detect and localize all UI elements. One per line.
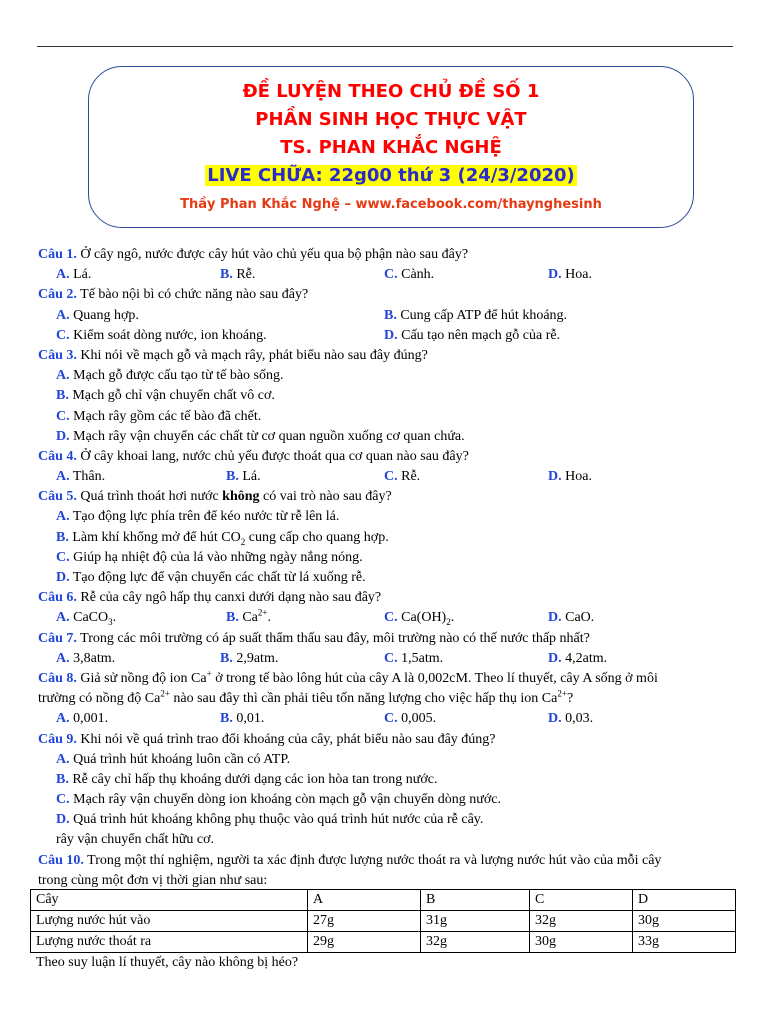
- option-a: A. 3,8atm.: [56, 650, 116, 666]
- option-c: C. Mạch rây vận chuyển dòng ion khoáng còn mạch gỗ vận chuyển dòng nước.: [56, 792, 501, 808]
- option-c: C. Rễ.: [384, 469, 421, 485]
- question-8-cont: trường có nồng độ $Ca^{2+}$ nào sau đây thì cần phải tiêu tốn năng lượng cho việc hấp thụ ion $Ca^{2+}$?: [38, 688, 574, 707]
- options-4: [38, 467, 738, 487]
- option-c: C. Kiểm soát dòng nước, ion khoáng.: [56, 327, 267, 343]
- question-text: Rễ của cây ngô hấp thụ canxi dưới dạng nào sau đây?: [76, 590, 382, 606]
- option-a: A. Quang hợp.: [56, 307, 139, 323]
- table-cell: 32g: [421, 932, 530, 953]
- header-title: ĐỀ LUYỆN THEO CHỦ ĐỀ SỐ 1: [242, 81, 540, 102]
- option-a: A. Thân.: [56, 469, 106, 485]
- header-contact: Thầy Phan Khắc Nghệ – www.facebook.com/thaynghesinh: [180, 197, 602, 212]
- top-rule: [37, 46, 733, 47]
- table-row: [31, 911, 736, 932]
- question-number: Câu 3.: [38, 347, 77, 363]
- question-number: Câu 9.: [38, 731, 77, 747]
- question-text: Khi nói về quá trình trao đổi khoáng của cây, phát biểu nào sau đây đúng?: [76, 731, 496, 747]
- option-d: D. Tạo động lực để vận chuyển các chất từ lá xuống rễ.: [56, 570, 366, 585]
- option-a: A. Tạo động lực phía trên để kéo nước từ rễ lên lá.: [56, 509, 340, 525]
- question-3: [38, 346, 738, 366]
- option-d: D. 4,2atm.: [548, 650, 608, 666]
- option-a: A. CaCO$_3$.: [56, 610, 117, 628]
- options-6: [38, 608, 738, 628]
- stray-text: rây vận chuyển chất hữu cơ.: [56, 832, 215, 848]
- question-text: Ở cây ngô, nước được cây hút vào chủ yếu qua bộ phận nào sau đây?: [76, 247, 469, 262]
- question-number: Câu 8.: [38, 670, 77, 686]
- question-9: [38, 730, 738, 750]
- option-a: A. 0,001.: [56, 711, 109, 727]
- header-live-text: LIVE CHỮA: 22g00 thứ 3 (24/3/2020): [207, 165, 575, 186]
- question-8: Câu 8. Giả sử nồng độ ion Ca+ ở trong tế bào lông hút của cây A là 0,002cM. Theo lí thuyết, cây A sống ở môi: [38, 668, 658, 686]
- table-cell: 33g: [633, 932, 736, 953]
- question-number: Câu 6.: [38, 590, 77, 606]
- option-a: A. Mạch gỗ được cấu tạo từ tế bào sống.: [56, 368, 284, 384]
- water-table: [30, 889, 736, 953]
- option-b: B. Rễ cây chỉ hấp thụ khoáng dưới dạng các ion hòa tan trong nước.: [56, 771, 438, 787]
- question-1: [38, 245, 738, 265]
- table-header: A: [308, 890, 421, 911]
- options-7: [38, 649, 738, 669]
- question-number: Câu 4.: [38, 448, 77, 464]
- options-8: [38, 709, 738, 729]
- option-d: D. Hoa.: [548, 469, 592, 485]
- table-cell: 30g: [633, 911, 736, 932]
- question-5: Câu 5. Quá trình thoát hơi nước không có vai trò nào sau đây?: [38, 489, 392, 505]
- option-a: A. Quá trình hút khoáng luôn cần có ATP.: [56, 751, 291, 767]
- table-cell: 27g: [308, 911, 421, 932]
- question-7: [38, 629, 738, 649]
- question-number: Câu 1.: [38, 247, 77, 262]
- question-10: [38, 851, 738, 871]
- table-header: D: [633, 890, 736, 911]
- option-d: D. Mạch rây vận chuyển các chất từ cơ quan nguồn xuống cơ quan chứa.: [56, 428, 465, 444]
- table-header: B: [421, 890, 530, 911]
- question-number: Câu 5.: [38, 489, 77, 505]
- question-list: [38, 245, 738, 891]
- options-2ab: [38, 306, 738, 326]
- table-cell: 30g: [530, 932, 633, 953]
- option-c: C. Giúp hạ nhiệt độ của lá vào những ngày nắng nóng.: [56, 549, 363, 565]
- header-author: TS. PHAN KHẮC NGHỆ: [280, 137, 502, 158]
- option-b: B. 2,9atm.: [220, 650, 279, 666]
- option-c: C. 1,5atm.: [384, 650, 444, 666]
- table-cell: 31g: [421, 911, 530, 932]
- option-b: B. 0,01.: [220, 711, 265, 727]
- option-c: C. $Ca(OH)_2$.: [384, 610, 455, 628]
- table-cell: 29g: [308, 932, 421, 953]
- table-header: C: [530, 890, 633, 911]
- option-d: D. Quá trình hút khoáng không phụ thuộc vào quá trình hút nước của rễ cây.: [56, 812, 484, 828]
- option-b: B. Rễ.: [220, 267, 256, 283]
- header-live: [89, 165, 693, 186]
- table-header-row: [31, 890, 736, 911]
- option-b: B. Làm khí khổng mở để hút $CO_2$ cung cấp cho quang hợp.: [56, 529, 389, 547]
- option-d: D. CaO.: [548, 610, 595, 626]
- table-cell: Lượng nước thoát ra: [31, 932, 308, 953]
- question-number: Câu 7.: [38, 630, 77, 646]
- option-a: A. Lá.: [56, 267, 92, 283]
- options-2cd: [38, 326, 738, 346]
- option-b: B. Lá.: [226, 469, 261, 485]
- question-6: [38, 588, 738, 608]
- question-text: Trong các môi trường có áp suất thẩm thấu sau đây, môi trường nào có thế nước thấp nhất?: [76, 630, 590, 646]
- question-10-prompt: Theo suy luận lí thuyết, cây nào không bị héo?: [36, 955, 299, 970]
- header-subject: PHẦN SINH HỌC THỰC VẬT: [255, 109, 527, 130]
- question-number: Câu 10.: [38, 852, 84, 868]
- table-cell: Lượng nước hút vào: [31, 911, 308, 932]
- option-c: C. Mạch rây gồm các tế bào đã chết.: [56, 408, 262, 424]
- option-d: D. Cấu tạo nên mạch gỗ của rễ.: [384, 327, 561, 343]
- option-b: B. Cung cấp ATP để hút khoáng.: [384, 307, 568, 323]
- option-b: B. $Ca^{2+}$.: [226, 607, 271, 626]
- table-cell: 32g: [530, 911, 633, 932]
- question-2: [38, 285, 738, 305]
- question-text: Ở cây khoai lang, nước chủ yếu được thoát qua cơ quan nào sau đây?: [76, 448, 469, 464]
- options-1: [38, 265, 738, 285]
- header-box: [88, 66, 694, 228]
- question-number: Câu 2.: [38, 287, 77, 303]
- question-text: Tế bào nội bì có chức năng nào sau đây?: [76, 287, 309, 303]
- question-10-cont: trong cùng một đơn vị thời gian như sau:: [38, 872, 268, 888]
- option-d: D. Hoa.: [548, 267, 592, 283]
- option-c: C. Cành.: [384, 267, 435, 283]
- option-b: B. Mạch gỗ chỉ vận chuyển chất vô cơ.: [56, 388, 275, 404]
- question-text: Trong một thí nghiệm, người ta xác định được lượng nước thoát ra và lượng nước hút vào của mỗi cây: [83, 852, 662, 868]
- question-4: [38, 447, 738, 467]
- table-row: [31, 932, 736, 953]
- question-text: Khi nói về mạch gỗ và mạch rây, phát biểu nào sau đây đúng?: [76, 347, 428, 363]
- option-c: C. 0,005.: [384, 711, 437, 727]
- table-header: Cây: [31, 890, 308, 911]
- option-d: D. 0,03.: [548, 711, 594, 727]
